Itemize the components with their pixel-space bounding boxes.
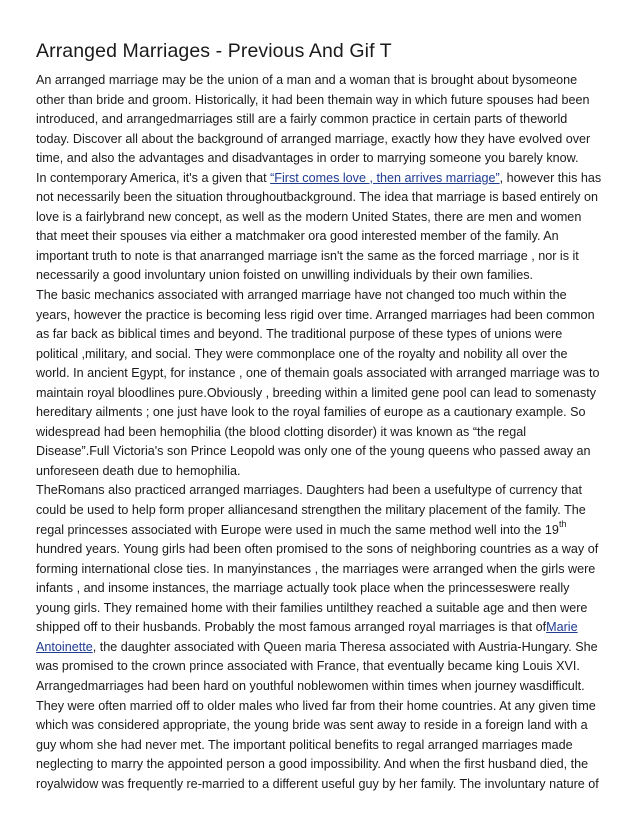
text-line: Disease”.Full Victoria's son Prince Leopold was only one of the young queens who passed away an — [36, 444, 591, 459]
text-line: love is a fairlybrand new concept, as well as the modern United States, there are men and women — [36, 209, 582, 224]
text-line: not necessarily been the situation throughoutbackground. The idea that marriage is based entirely on — [36, 190, 598, 205]
text-line: was promised to the crown prince associated with France, that eventually became king Louis XVI. — [36, 659, 580, 674]
text-line: could be used to help form proper alliancesand strengthen the military placement of the family. The — [36, 503, 586, 518]
text-line: neglecting to marry the appointed person a good impossibility. And when the first husband died, the — [36, 757, 589, 772]
superscript: th — [558, 518, 567, 529]
text-line: that meet their spouses via either a matchmaker ora good interested member of the family. An — [36, 229, 559, 244]
document-body — [36, 71, 602, 794]
text-line: forming international close ties. In manyinstances , the marriages were arranged when the girls were — [36, 561, 596, 576]
text-line — [36, 169, 602, 189]
text-line: hundred years. Young girls had been often promised to the sons of neighboring countries as a way of — [36, 542, 599, 557]
text-line: hereditary ailments ; one just have look to the royal families of europe as a cautionary example. So — [36, 405, 586, 420]
text-segment: , however this has — [499, 170, 602, 185]
document-title: Arranged Marriages - Previous And Gif T — [36, 40, 392, 62]
inline-link[interactable]: Marie — [546, 620, 578, 635]
text-line: political ,military, and social. They were commonplace one of the royalty and nobility all over the — [36, 346, 568, 361]
text-line: Arrangedmarriages had been hard on youthful noblewomen within times when journey wasdifficult. — [36, 678, 585, 693]
text-line — [36, 518, 602, 541]
text-line: They were often married off to older males who lived far from their home countries. At any given time — [36, 698, 596, 713]
text-line — [36, 618, 602, 638]
document-page — [36, 38, 602, 794]
text-line: time, and also the advantages and disadvantages in order to marrying someone you barely know. — [36, 151, 579, 166]
text-line — [36, 638, 602, 658]
text-line: years, however the practice is becoming less rigid over time. Arranged marriages had been common — [36, 307, 595, 322]
text-line: other than bride and groom. Historically, it had been themain way in which future spouses had been — [36, 92, 590, 107]
inline-link[interactable]: “First comes love , then arrives marriage” — [270, 170, 500, 185]
text-line: unforeseen death due to hemophilia. — [36, 463, 241, 478]
text-line: important truth to note is that anarranged marriage isn't the same as the forced marriage , nor is it — [36, 248, 579, 263]
text-line: introduced, and arrangedmarriages still are a fairly common practice in certain parts of theworld — [36, 112, 568, 127]
text-line: today. Discover all about the background of arranged marriage, exactly how they have evolved over — [36, 131, 591, 146]
text-line: guy whom she had never met. The important political benefits to regal arranged marriages made — [36, 737, 573, 752]
text-line: as far back as biblical times and beyond. The traditional purpose of these types of unions were — [36, 327, 563, 342]
text-line: An arranged marriage may be the union of a man and a woman that is brought about bysomeone — [36, 73, 578, 87]
text-line: The basic mechanics associated with arranged marriage have not changed too much within the — [36, 288, 567, 303]
text-line: maintain royal bloodlines pure.Obviously , breeding within a limited gene pool can lead to somenasty — [36, 385, 597, 400]
text-line: necessarily a good involuntary union foisted on unwilling individuals by their own families. — [36, 268, 534, 283]
text-line: world. In ancient Egypt, for instance , one of themain goals associated with arranged marriage was to — [36, 366, 600, 381]
text-segment: , the daughter associated with Queen maria Theresa associated with Austria-Hungary. She — [92, 639, 598, 654]
text-line: widespread had been hemophilia (the blood clotting disorder) it was known as “the regal — [36, 424, 527, 439]
text-line: TheRomans also practiced arranged marriages. Daughters had been a usefultype of currency that — [36, 483, 583, 498]
inline-link[interactable]: Antoinette — [36, 639, 93, 654]
text-segment: In contemporary America, it's a given that — [36, 170, 271, 185]
text-line: royalwidow was frequently re-married to a different useful guy by her family. The involuntary nature of — [36, 776, 599, 791]
text-segment: regal princesses associated with Europe were used in much the same method well into the 19 — [36, 522, 559, 537]
text-line: infants , and insome instances, the marriage actually took place when the princesseswere really — [36, 581, 570, 596]
text-segment: shipped off to their husbands. Probably the most famous arranged royal marriages is that of — [36, 620, 547, 635]
text-line: young girls. They remained home with their families untilthey reached a suitable age and then were — [36, 600, 588, 615]
text-line: which was considered appropriate, the young bride was sent away to reside in a foreign land with a — [36, 718, 588, 733]
